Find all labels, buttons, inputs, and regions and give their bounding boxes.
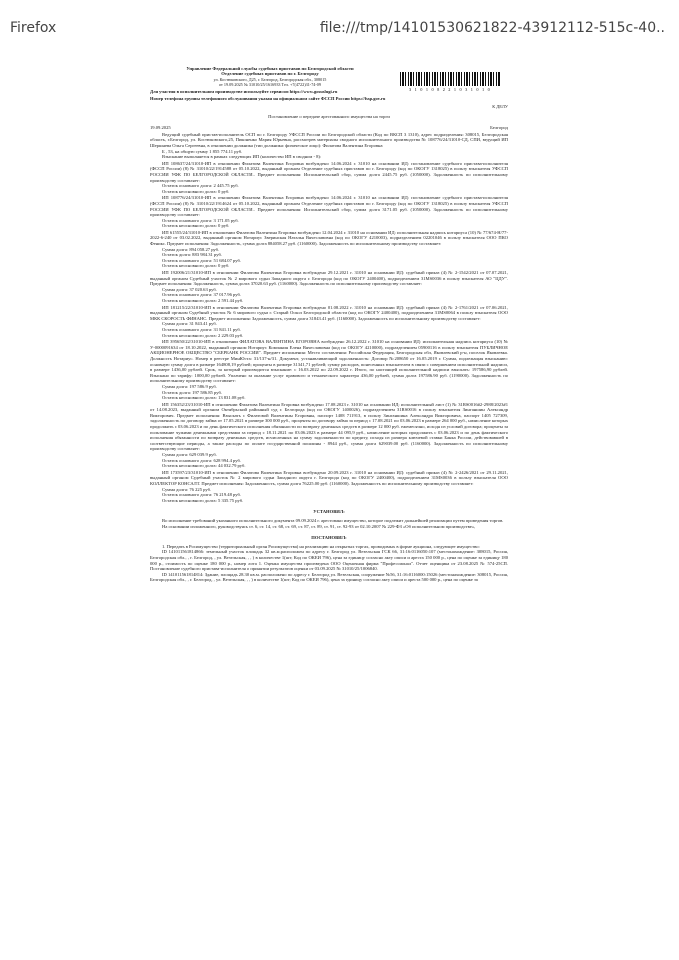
- proceeding-amount: Остаток неосновного долга: 13 831.08 руб.: [162, 395, 246, 401]
- case-label: К ДЕЛУ: [492, 104, 508, 109]
- date-row: [150, 125, 508, 131]
- intro-paragraph: Ведущий судебный пристав-исполнитель ОСП по г. Белгороду УФССП России по Белгородской области (Код по ВКСП 3 1310), адрес подразделения: 308015, Белгородская область, г.Белгород, ул. Костюковского,25, Пиконенко Мария Юрьевна, рассмотрев материалы сводного исполнительного производства № 108776/24/31010-СД, СПИ, ведущий ИП Шершнева Ольга Сергеевна, в отношении должника (тип должника: физическое лицо): Филатова Валентина Егоровна: [150, 131, 508, 148]
- proceeding-text: ИП 173597/23/31010-ИП в отношении Филатова Валентина Егоровна возбуждено 20.09.2023 г. 31010 на основании ИД: судебный приказ (4) № 2-2426/2021 от 29.11.2021, выданный органом Судебный участок № 2 мирового судьи Западного округа г. Белгорода (код по ОКОГУ 2400400), подразделением 31MS0036 в пользу взыскателя ООО КОЛЛЕКТОР КОНСАЛТ. Предмет исполнения: Задолженность, сумма долга 76225.00 руб. (1160000). Задолженность по исполнительному производству составляет:: [150, 469, 508, 486]
- established-line: Взыскание выполняется в рамках следующих ИП (количество ИП в сводном - 8):: [162, 154, 322, 160]
- debtor-line: Б , 53, на общую сумму 1 855 774.11 руб.: [162, 148, 243, 154]
- document-city: Белгород: [490, 125, 508, 131]
- browser-url[interactable]: file:///tmp/14101530621822-43912112-515c-40..: [319, 20, 665, 36]
- proceeding-text: ИП 192006/21/31010-ИП в отношении Филатова Валентина Егоровна возбуждено 29.12.2021 г. 31010 на основании ИД: судебный приказ (4) № 2-1542/2021 от 07.07.2021, выданный органом Судебный участок № 2 мирового судьи Западного округа г. Белгорода (код по ОКОГУ 2400400), подразделением 31MS0036 в пользу взыскателя АО "ЦДУ". Предмет исполнения: Задолженность, сумма долга 37020.63 руб. (1160000). Задолженность по исполнительному производству составляет:: [150, 270, 508, 287]
- notice-phone: Номер телефона группы телефонного обслуживания указан на официальном сайте ФССП России https://fssp.gov.ru: [150, 96, 386, 102]
- proceeding-amount: Сумма долга: 31 843.41 руб.: [162, 321, 217, 327]
- proceeding-text: ИП 156352/23/31010-ИП в отношении Филатова Валентина Егоровна возбуждено 17.08.2023 г. 31010 на основании ИД: исполнительный лист (1) № 31RS0016#2-2988/2023#1 от 14.08.2023, выданный органом Октябрьский районный суд г. Белгорода (код по ОКОГУ 1400026), подразделением 31RS0016 в пользу взыскателя Зинганшин Александр Викторович. Предмет исполнения: Взыскать с Филатовой Валентины Егоровны, паспорт 1408 711913, в пользу Зинганшина Александра Викторовича, паспорт 1405 727309, задолженность по договору займа от 17.05.2021 в размере 300 000 руб., проценты по договору займа за период с 17.08.2021 по 03.06.2023 в размере 264 000 руб., начисление которых продолжить с 03.06.2023 и по день фактического исполнения обязанности по возврату денежных средств в размере 12 000 руб. ежемесячно, исходя из условий договора; проценты за пользование чужими денежными средствами за период с 18.11.2021 по 03.06.2023 в размере 44 095,9 руб., начисление которых продолжить с 03.06.2023 и по день фактического исполнения обязанности по возврату денежных средств, исчисленных на сумму задолженности по кредиту, исходя из размера ключевой ставки Банка России, действовавшей в соответствующие периоды, а также расходы по оплате государственной пошлины - 8944 руб., сумма долга 629039.00 руб. (1160000). Задолженность по исполнительному производству составляет:: [150, 401, 508, 452]
- proceeding-amount: Остаток неосновного долга: 5 335.75 руб.: [162, 497, 244, 503]
- proceeding-amount: Остаток неосновного долга: 0 руб.: [162, 188, 230, 194]
- proceeding-amount: Сумма долга: 37 020.63 руб.: [162, 286, 217, 292]
- proceeding-text: ИП 395650/22/31010-ИП в отношении ФИЛАТОВА ВАЛЕНТИНА ЕГОРОВНА возбуждено 26.12.2022 г. 31010 на основании ИД: исполнительная надпись нотариуса (10) № У-0000091634 от 18.10.2022, выданный органом Нотариус Компания Елена Вячеславовна (код по ОКОГУ 4210000), подразделением 05900116 в пользу взыскателя ПУБЛИЧНОЕ АКЦИОНЕРНОЕ ОБЩЕСТВО "СБЕРБАНК РОССИИ". Предмет исполнения: Место составления: Российская Федерация, Белгородская обл, Яковлевский р-н, поселок Яковлевка. Должность Нотариус. Номер в реестре МинЮста: 31/137-н/31. Документ, устанавливающий задолженность: Договор №208650 от 16.05.2019 г. Сумма, подлежащая взысканию: основную сумму долга в размере 164808,19 рублей; проценты в размере 31341,71 рублей; сумму расходов, понесенных взыскателем в связи с совершением исполнительной надписи, в размере 1436,00 рублей. Срок, за который производится взыскание: с 16.03.2022 по 22.09.2022 г. Итого, по настоящей исполнительной надписи взыскать: 197586,90 рублей. Взыскано по тарифу: 1000,00 рублей. Уплачено за оказание услуг правового и технического характера 436,00 рублей, сумма долга 197586.90 руб. (1190000). Задолженность по исполнительному производству составляет:: [150, 339, 508, 384]
- property-item-1: ID 141011561814866: земельный участок площадь 32 кв.м.расположен по адресу г. Белгород ул. Везельская ГСК 66, 31:16:0116050:107 (местонахождение: 308015, Россия, Белгородская обл., , г. Белгород, , ул. Везельская, , , ) в количестве 1(шт; Код по ОКЕИ 796), цена за единицу согласно акту описи и ареста 150 000 р., цена по оценке за единицу 180 000 р., стоимость по оценке 180 000 р., номер лота 1. Оценка имущества произведена ООО Оценочная фирма "Профессионал". Отчет оценщика от 23.08.2025 № 574-25СП. Постановление судебного пристава-исполнителя о принятии результатов оценки от 03.09.2025 № 31010/25/1006840.: [150, 549, 508, 572]
- proceeding-text: ИП 61555/24/31010-ИП в отношении Филатова Валентина Егоровна возбуждено 12.04.2024 г. 31010 на основании ИД: исполнительная надпись нотариуса (10) № 77/674-Н/77-2022-6-240 от 03.02.2022, выданный органом Нотариус Зверинская Наталья Вячеславовна (код по ОКОГУ 4210003), подразделением 02201046 в пользу взыскателя ООО ПКО Феникс. Предмет исполнения: Задолженность, сумма долга 884058.27 руб. (1160000). Задолженность по исполнительному производству составляет:: [150, 229, 508, 247]
- proceeding-amount: Остаток неосновного долга: 44 032.79 руб.: [162, 463, 246, 469]
- browser-bar: [0, 0, 679, 58]
- barcode: [400, 72, 500, 86]
- proceeding-amount: Остаток основного долга: 31 841.11 руб.: [162, 326, 241, 332]
- proceeding-amount: Сумма долга: 197 586.9 руб.: [162, 383, 217, 389]
- proceeding-amount: Сумма долга: 76 225 руб.: [162, 486, 212, 492]
- proceeding-amount: Остаток основного долга: 76 219.48 руб.: [162, 492, 242, 498]
- document-date: 19.09.2025: [150, 125, 171, 131]
- header-department: Отделение судебных приставов по г. Белгороду: [221, 71, 319, 77]
- resolution-item-1: 1. Передать в Росимущество (территориальный орган Росимущества) на реализацию на открытых торгах, проводимых в форме аукциона, следующее имущество:: [162, 543, 480, 549]
- proceeding-amount: Остаток неосновного долга: 0 руб.: [162, 223, 230, 229]
- proceeding-amount: Остаток основного долга: 51 684.07 руб.: [162, 257, 242, 263]
- proceeding-amount: Сумма долга: 629 039.9 руб.: [162, 452, 217, 458]
- section-established: УСТАНОВИЛ:: [313, 509, 345, 515]
- established-text: Во исполнение требований указанного исполнительного документа 09.09.2024 г. арестовано имущество, которое подлежит дальнейшей реализации путем проведения торгов.: [162, 517, 504, 523]
- proceeding-amount: Остаток неосновного долга: 2 229.03 руб.: [162, 332, 244, 338]
- document-page: [150, 66, 508, 946]
- proceeding-amount: Остаток основного долга: 3 171.05 руб.: [162, 217, 239, 223]
- proceeding-amount: Остаток основного долга: 37 017.96 руб.: [162, 292, 242, 298]
- proceeding-amount: Остаток долга: 883 984.31 руб.: [162, 252, 222, 258]
- property-item-2: ID 141011561814814: Здание, площадь 28.30 кв.м. расположено по адресу г. Белгород ул. Везельская, сооружение №56, 31:16:0116000:15026 (местонахождение: 308015, Россия, Белгородская обл., , г. Белгород, , ул. Везельская, , , ) в количестве 1(шт; Код по ОКЕИ 796), цена за единицу согласно акту описи и ареста 500 000 р., цена по оценке за: [150, 571, 508, 583]
- proceeding-amount: Остаток основного долга: 628 994.4 руб.: [162, 457, 242, 463]
- proceeding-text: ИП 108637/24/31010-ИП в отношении Филатова Валентина Егоровна возбуждено 14.06.2024 г. 31010 на основании ИД: постановление судебного пристава-исполнителя (ФССП России) (8) № 31010/22/1914588 от 05.10.2022, выданный органом Отделение судебных приставов по г. Белгороду (код по ОКОГУ 1318025) в пользу взыскателя УФССП РОССИИ УФК ПО БЕЛГОРОДСКОЙ ОБЛАСТИ.. Предмет исполнения: Исполнительский сбор, сумма долга 2445.75 руб. (1050000). Задолженность по исполнительному производству составляет:: [150, 160, 508, 183]
- header-address: ул. Костюковского, Д25, г. Белгород, Белгородская обл., 308015: [213, 76, 327, 82]
- proceeding-amount: Остаток долга: 197 586.85 руб.: [162, 389, 222, 395]
- proceeding-amount: Остаток неосновного долга: 2 591.44 руб.: [162, 298, 244, 303]
- proceeding-amount: Остаток основного долга: 2 445.75 руб.: [162, 183, 239, 189]
- section-resolved: ПОСТАНОВИЛ:: [311, 535, 347, 541]
- header-reg: от 19.09.2025 № 31010/25/1616933 Тел. +7(4722)31-74-09: [219, 81, 321, 87]
- proceedings-list: [150, 161, 508, 504]
- proceeding-amount: Остаток неосновного долга: 0 руб.: [162, 263, 230, 269]
- proceeding-text: ИП 108776/24/31010-ИП в отношении Филатова Валентина Егоровна возбуждено 14.06.2024 г. 31010 на основании ИД: постановление судебного пристава-исполнителя (ФССП России) (8) № 31010/22/1914624 от 05.10.2022, выданный органом Отделение судебных приставов по г. Белгороду (код по ОКОГУ 1318025) в пользу взыскателя УФССП РОССИИ УФК ПО БЕЛГОРОДСКОЙ ОБЛАСТИ.. Предмет исполнения: Исполнительский сбор, сумма долга 3171.05 руб. (1050000). Задолженность по исполнительному производству составляет:: [150, 195, 508, 218]
- proceeding-amount: Сумма долга: 894 058.27 руб.: [162, 246, 220, 252]
- browser-name: Firefox: [10, 20, 57, 36]
- basis-text: На основании изложенного, руководствуясь ст. 6, ст. 14, ст. 68, ст. 69, ст. 87, ст. 89, ст. 91, ст. 92-93 от 02.10.2007 № 229-ФЗ «Об исполнительном производстве»,: [162, 523, 476, 529]
- header-agency: Управление Федеральной службы судебных приставов по Белгородской области: [186, 66, 354, 71]
- barcode-number: 3 1 0 1 0 8 2 2 1 0 3 1 0 1 0: [408, 87, 492, 92]
- notice-gosuslugi: Для участия в исполнительном производстве используйте сервисом https://www.gosuslugi.ru: [150, 88, 338, 94]
- document-title: Постановление о передаче арестованного имущества на торги: [268, 113, 390, 119]
- proceeding-text: ИП 181215/22/31010-ИП в отношении Филатова Валентина Егоровна возбуждено 01.08.2022 г. 31010 на основании ИД: судебный приказ (4) № 2-1761/2021 от 07.06.2021, выданный органом Судебный участок № 6 мирового судьи г. Старый Оскол Белгородской области (код по ОКОГУ 2400400), подразделением 31MS0064 в пользу взыскателя ООО МКК СКОРОСТЬ ФИНАНС. Предмет исполнения: Задолженность, сумма долга 31843.41 руб. (1160000). Задолженность по исполнительному производству составляет:: [150, 304, 508, 321]
